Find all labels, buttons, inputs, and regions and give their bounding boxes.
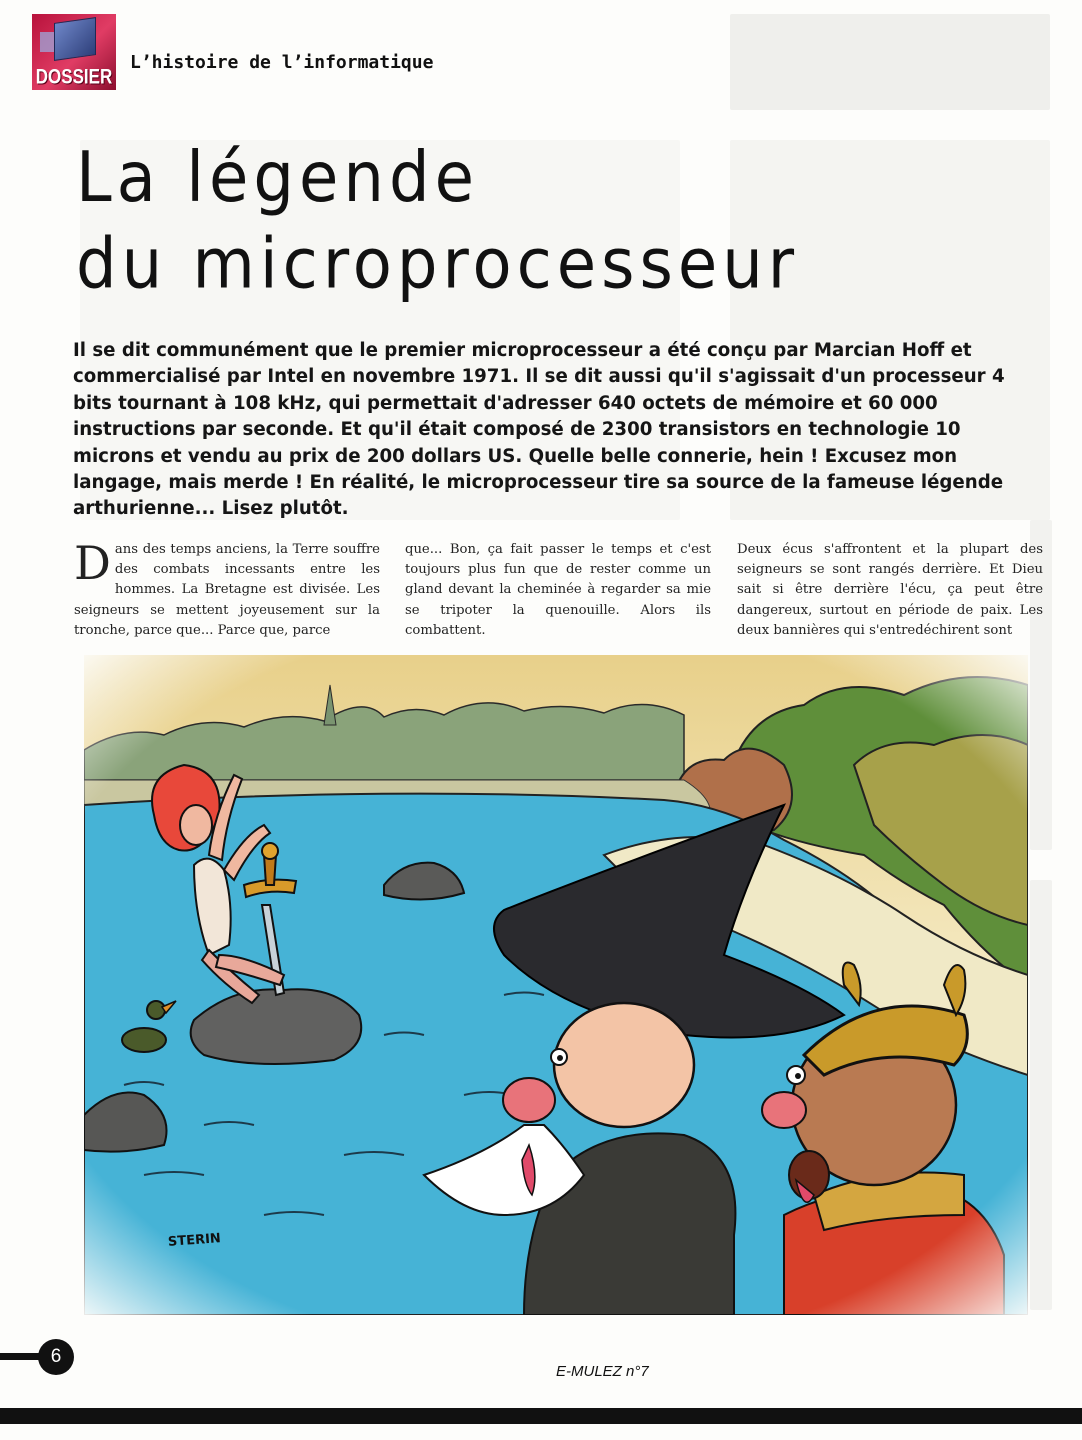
- intro-paragraph: Il se dit communément que le premier microprocesseur a été conçu par Marcian Hoff et commercialisé par Intel en novembre 1971. Il se dit aussi qu'il s'agissait d'un processeur 4 bits tournant à 108 kHz, qui permettait d'adresser 640 octets de mémoire et 60 000 instructions par seconde. Et qu'il était composé de 2300 transistors en technologie 10 microns et vendu au prix de 200 dollars US. Quelle belle connerie, hein ! Excusez mon langage, mais merde ! En réalité, le microprocesseur tire sa source de la fameuse légende arthurienne... Lisez plutôt.: [73, 340, 1005, 520]
- body-column-3: Deux écus s'affrontent et la plupart des seigneurs se sont rangés derrière. Et Dieu sait si être derrière l'écu, ça peut être dangereux, surtout en période de paix. Les deux bannières qui s'entredéchirent sont: [737, 542, 1043, 638]
- page-number: 6: [38, 1339, 74, 1375]
- title-line-2: du microprocesseur: [76, 224, 800, 305]
- body-column-1: [74, 536, 380, 641]
- section-title: L’histoire de l’informatique: [130, 52, 434, 73]
- title-line-1: La légende: [76, 138, 479, 219]
- show-through-text: [42, 770, 82, 1030]
- article-title: [76, 135, 1036, 308]
- dossier-badge: [32, 14, 116, 90]
- column-1-text: ans des temps anciens, la Terre souffre des combats incessants entre les hommes. La Bretagne est divisée. Les seigneurs se mettent joyeusement sur la tronche, parce que... Parce que, parce: [74, 542, 380, 638]
- drop-cap: D: [74, 536, 111, 590]
- body-column-2: que... Bon, ça fait passer le temps et c'est toujours plus fun que de rester comme un gland devant la cheminée à regarder sa mie se tripoter la quenouille. Alors ils combattent.: [405, 542, 711, 638]
- illustration-drawing: [84, 655, 1028, 1315]
- edge-fade: [84, 655, 1028, 1315]
- cartoon-illustration: [84, 655, 1028, 1315]
- magazine-footer: E-MULEZ n°7: [556, 1363, 649, 1380]
- badge-cube-icon: [54, 17, 96, 61]
- show-through-block: [730, 14, 1050, 110]
- bottom-rule: [0, 1408, 1082, 1424]
- badge-label: DOSSIER: [35, 64, 113, 89]
- show-through-block: [1030, 880, 1052, 1310]
- artist-signature: STERIN: [167, 1231, 222, 1250]
